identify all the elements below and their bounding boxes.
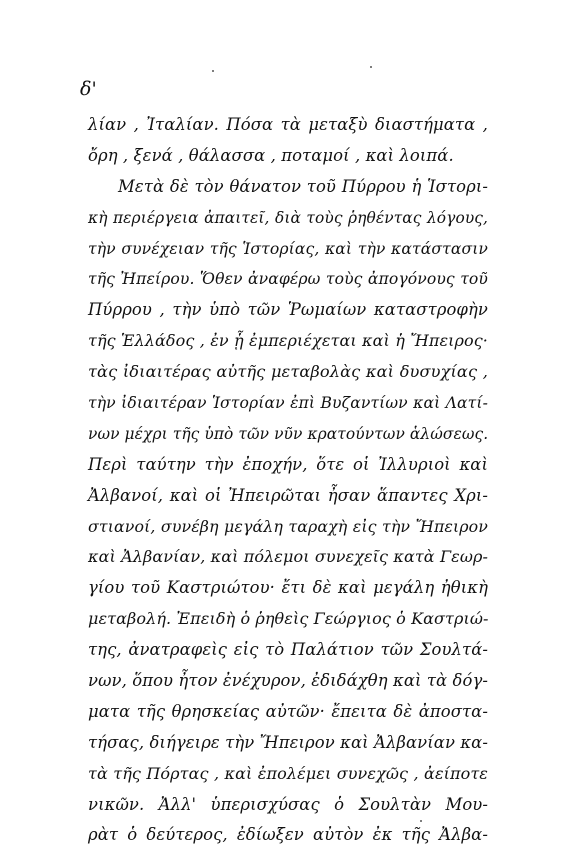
text-line: καὶ Ἀλβανίαν, καὶ πόλεμοι συνεχεῖς κατὰ Γεωρ- [88, 547, 488, 567]
text-line: τὰ τῆς Πόρτας , καὶ ἐπολέμει συνεχῶς , ἀείποτε [88, 763, 488, 783]
text-line: Ἀλβανοί, καὶ οἱ Ἠπειρῶται ἦσαν ἅπαντες Χρι- [88, 485, 488, 505]
paper-speck [370, 66, 372, 68]
text-line: νων μέχρι τῆς ὑπὸ τῶν νῦν κρατούντων ἁλώσεως. [88, 424, 489, 443]
text-line: ὄρη , ξενά , θάλασσα , ποταμοί , καὶ λοιπά. [88, 145, 454, 165]
text-line: νων, ὅπου ἦτον ἐνέχυρον, ἐδιδάχθη καὶ τὰ δόγ- [88, 671, 488, 691]
text-line: Πύρρου , τὴν ὑπὸ τῶν Ῥωμαίων καταστροφὴν [88, 300, 488, 320]
text-line: λίαν , Ἰταλίαν. Πόσα τὰ μεταξὺ διαστήματα , [88, 115, 488, 134]
text-line: τῆς Ἠπείρου. Ὅθεν ἀναφέρω τοὺς ἀπογόνους τοῦ [88, 270, 488, 289]
page-number: δ' [80, 78, 97, 100]
text-line: ρὰτ ὁ δεύτερος, ἐδίωξεν αὐτὸν ἐκ τῆς Ἀλβα- [88, 825, 488, 845]
text-line: ματα τῆς θρησκείας αὐτῶν· ἔπειτα δὲ ἀποστα- [88, 701, 488, 721]
text-line: κὴ περιέργεια ἀπαιτεῖ, διὰ τοὺς ῥηθέντας λόγους, [88, 208, 488, 227]
text-line: τὴν συνέχειαν τῆς Ἱστορίας, καὶ τὴν κατάστασιν [88, 239, 488, 258]
text-line: τῆς Ἑλλάδος , ἐν ᾗ ἐμπεριέχεται καὶ ἡ Ἤπειρος· [88, 331, 488, 351]
paper-speck [212, 70, 214, 72]
text-line: της, ἀνατραφεὶς εἰς τὸ Παλάτιον τῶν Σουλτά- [88, 640, 488, 660]
text-line: στιανοί, συνέβη μεγάλη ταραχὴ εἰς τὴν Ἤπειρον [88, 516, 488, 536]
text-line: τὰς ἰδιαιτέρας αὐτῆς μεταβολὰς καὶ δυσυχίας , [88, 362, 488, 382]
text-line: τὴν ἰδιαιτέραν Ἱστορίαν ἐπὶ Βυζαντίων καὶ Λατί- [88, 394, 488, 413]
text-line: νικῶν. Ἀλλ' ὑπερισχύσας ὁ Σουλτὰν Μου- [88, 794, 488, 814]
text-line: γίου τοῦ Καστριώτου· ἔτι δὲ καὶ μεγάλη ἠθικὴ [88, 578, 488, 598]
paper-speck [420, 820, 422, 822]
text-line: Περὶ ταύτην τὴν ἐποχήν, ὅτε οἱ Ἰλλυριοὶ καὶ [88, 454, 488, 474]
text-line: Μετὰ δὲ τὸν θάνατον τοῦ Πύρρου ἡ Ἱστορι- [118, 176, 488, 196]
text-line: μεταβολή. Ἐπειδὴ ὁ ῥηθεὶς Γεώργιος ὁ Καστριώ- [88, 609, 489, 629]
text-line: τήσας, διήγειρε τὴν Ἤπειρον καὶ Ἀλβανίαν κα- [88, 732, 488, 752]
text-block [88, 110, 488, 851]
